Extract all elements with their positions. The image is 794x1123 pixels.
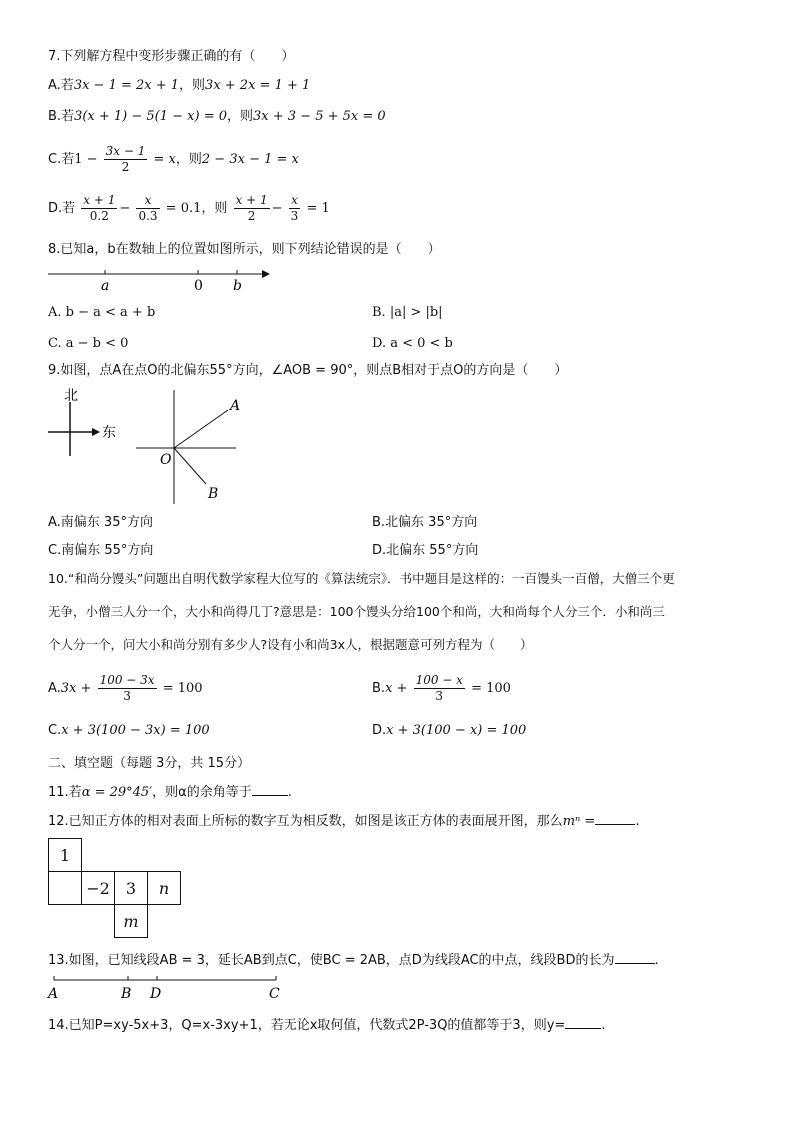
q8-axis-arrow [262,270,270,278]
q7-option-d: D.若 $\frac{x + 1}{0.2}$ − $\frac{x}{0.3}$ = 0.1，则 $\frac{x + 1}{2}$ − $\frac{x}{3}$ = 1 [48,193,330,223]
section-2-heading: 二、填空题（每题 3分，共 15分） [48,756,251,771]
q7-d-fraction-1: $\frac{x + 1}{0.2}$ [83,193,116,223]
label-c: C [269,986,280,1002]
q13-stem: 13.如图，已知线段AB = 3，延长AB到点C，使BC = 2AB，点D为线段AC的中点，线段BD的长为 . [48,953,659,968]
q9-direction-diagram [44,386,264,506]
q9-option-d: D.北偏东 55°方向 [372,543,479,558]
q10-option-b: B.x + $\frac{100 - x}{3}$ = 100 [372,673,511,703]
q9-option-c: C.南偏东 55°方向 [48,543,154,558]
q9-option-a: A.南偏东 35°方向 [48,515,153,530]
q10-option-a: A.3x + $\frac{100 - 3x}{3}$ = 100 [48,673,203,703]
q7-option-a: A.若3x − 1 = 2x + 1，则3x + 2x = 1 + 1 [48,78,311,93]
label-b: B [121,986,132,1002]
q10-option-c: C.x + 3(100 − 3x) = 100 [48,723,210,738]
q8-option-b: B. |a| > |b| [372,305,443,320]
q9-stem: 9.如图，点A在点O的北偏东55°方向，∠AOB = 90°，则点B相对于点O的方向是（ ） [48,363,568,378]
q8-label-b: b [233,278,242,294]
ray-oa [174,410,228,448]
point-o-label: O [160,452,172,468]
q10-stem-line3: 个人分一个，问大小和尚分别有多少人?设有小和尚3x人，根据题意可列方程为（ ） [48,637,533,652]
net-cell-neg2: −2 [81,871,115,905]
q8-stem: 8.已知a，b在数轴上的位置如图所示，则下列结论错误的是（ ） [48,242,441,257]
net-cell-1: 1 [48,838,82,872]
point-b-label: B [208,486,219,502]
q11-answer-blank[interactable] [252,783,288,796]
q10-b-fraction: $\frac{100 - x}{3}$ [415,673,463,703]
q8-label-0: 0 [194,278,203,294]
q7-option-b: B.若3(x + 1) − 5(1 − x) = 0，则3x + 3 − 5 + 5x = 0 [48,109,386,124]
q11-stem: 11.若α = 29°45′，则α的余角等于 . [48,785,292,800]
net-cell-n: n [147,871,181,905]
net-cell-3: 3 [114,871,148,905]
q14-answer-blank[interactable] [565,1016,601,1029]
q7-d-fraction-2: $\frac{x}{0.3}$ [138,193,158,223]
q10-a-fraction: $\frac{100 - 3x}{3}$ [99,673,155,703]
q12-stem: 12.已知正方体的相对表面上所标的数字互为相反数，如图是该正方体的表面展开图，那么mⁿ = . [48,814,640,829]
q7-option-c: C.若1 − $\frac{3x - 1}{2}$ = x，则2 − 3x − 1 = x [48,144,299,174]
q12-answer-blank[interactable] [595,812,635,825]
compass-east-arrow [92,428,100,436]
q7-c-fraction: $\frac{3x - 1}{2}$ [105,144,146,174]
q7-d-fraction-3: $\frac{x + 1}{2}$ [235,193,268,223]
q13-segment-diagram [44,972,294,1006]
net-cell-empty [48,871,82,905]
q8-number-line [44,264,274,296]
q10-stem-line1: 10.“和尚分馒头”问题出自明代数学家程大位写的《算法统宗》．书中题目是这样的：一百馒头一百僧，大僧三个更 [48,571,675,586]
ray-ob [174,448,206,484]
q7-d-fraction-4: $\frac{x}{3}$ [290,193,299,223]
q8-option-c: C. a − b < 0 [48,336,129,351]
label-a: A [48,986,59,1002]
q14-stem: 14.已知P=xy-5x+3，Q=x-3xy+1，若无论x取何值，代数式2P-3Q的值都等于3，则y= . [48,1018,606,1033]
q8-option-a: A. b − a < a + b [48,305,156,320]
north-label: 北 [64,388,78,404]
q8-option-d: D. a < 0 < b [372,336,453,351]
point-a-label: A [230,398,241,414]
q8-label-a: a [101,278,110,294]
q10-stem-line2: 无争，小僧三人分一个，大小和尚得几丁?意思是：100个馒头分给100个和尚，大和尚每个人分三个．小和尚三 [48,604,665,619]
east-label: 东 [102,425,116,441]
net-cell-m: m [114,904,148,938]
q13-answer-blank[interactable] [615,951,655,964]
q9-option-b: B.北偏东 35°方向 [372,515,478,530]
label-d: D [150,986,162,1002]
q7-stem: 7.下列解方程中变形步骤正确的有（ ） [48,49,295,64]
q10-option-d: D.x + 3(100 − x) = 100 [372,723,527,738]
